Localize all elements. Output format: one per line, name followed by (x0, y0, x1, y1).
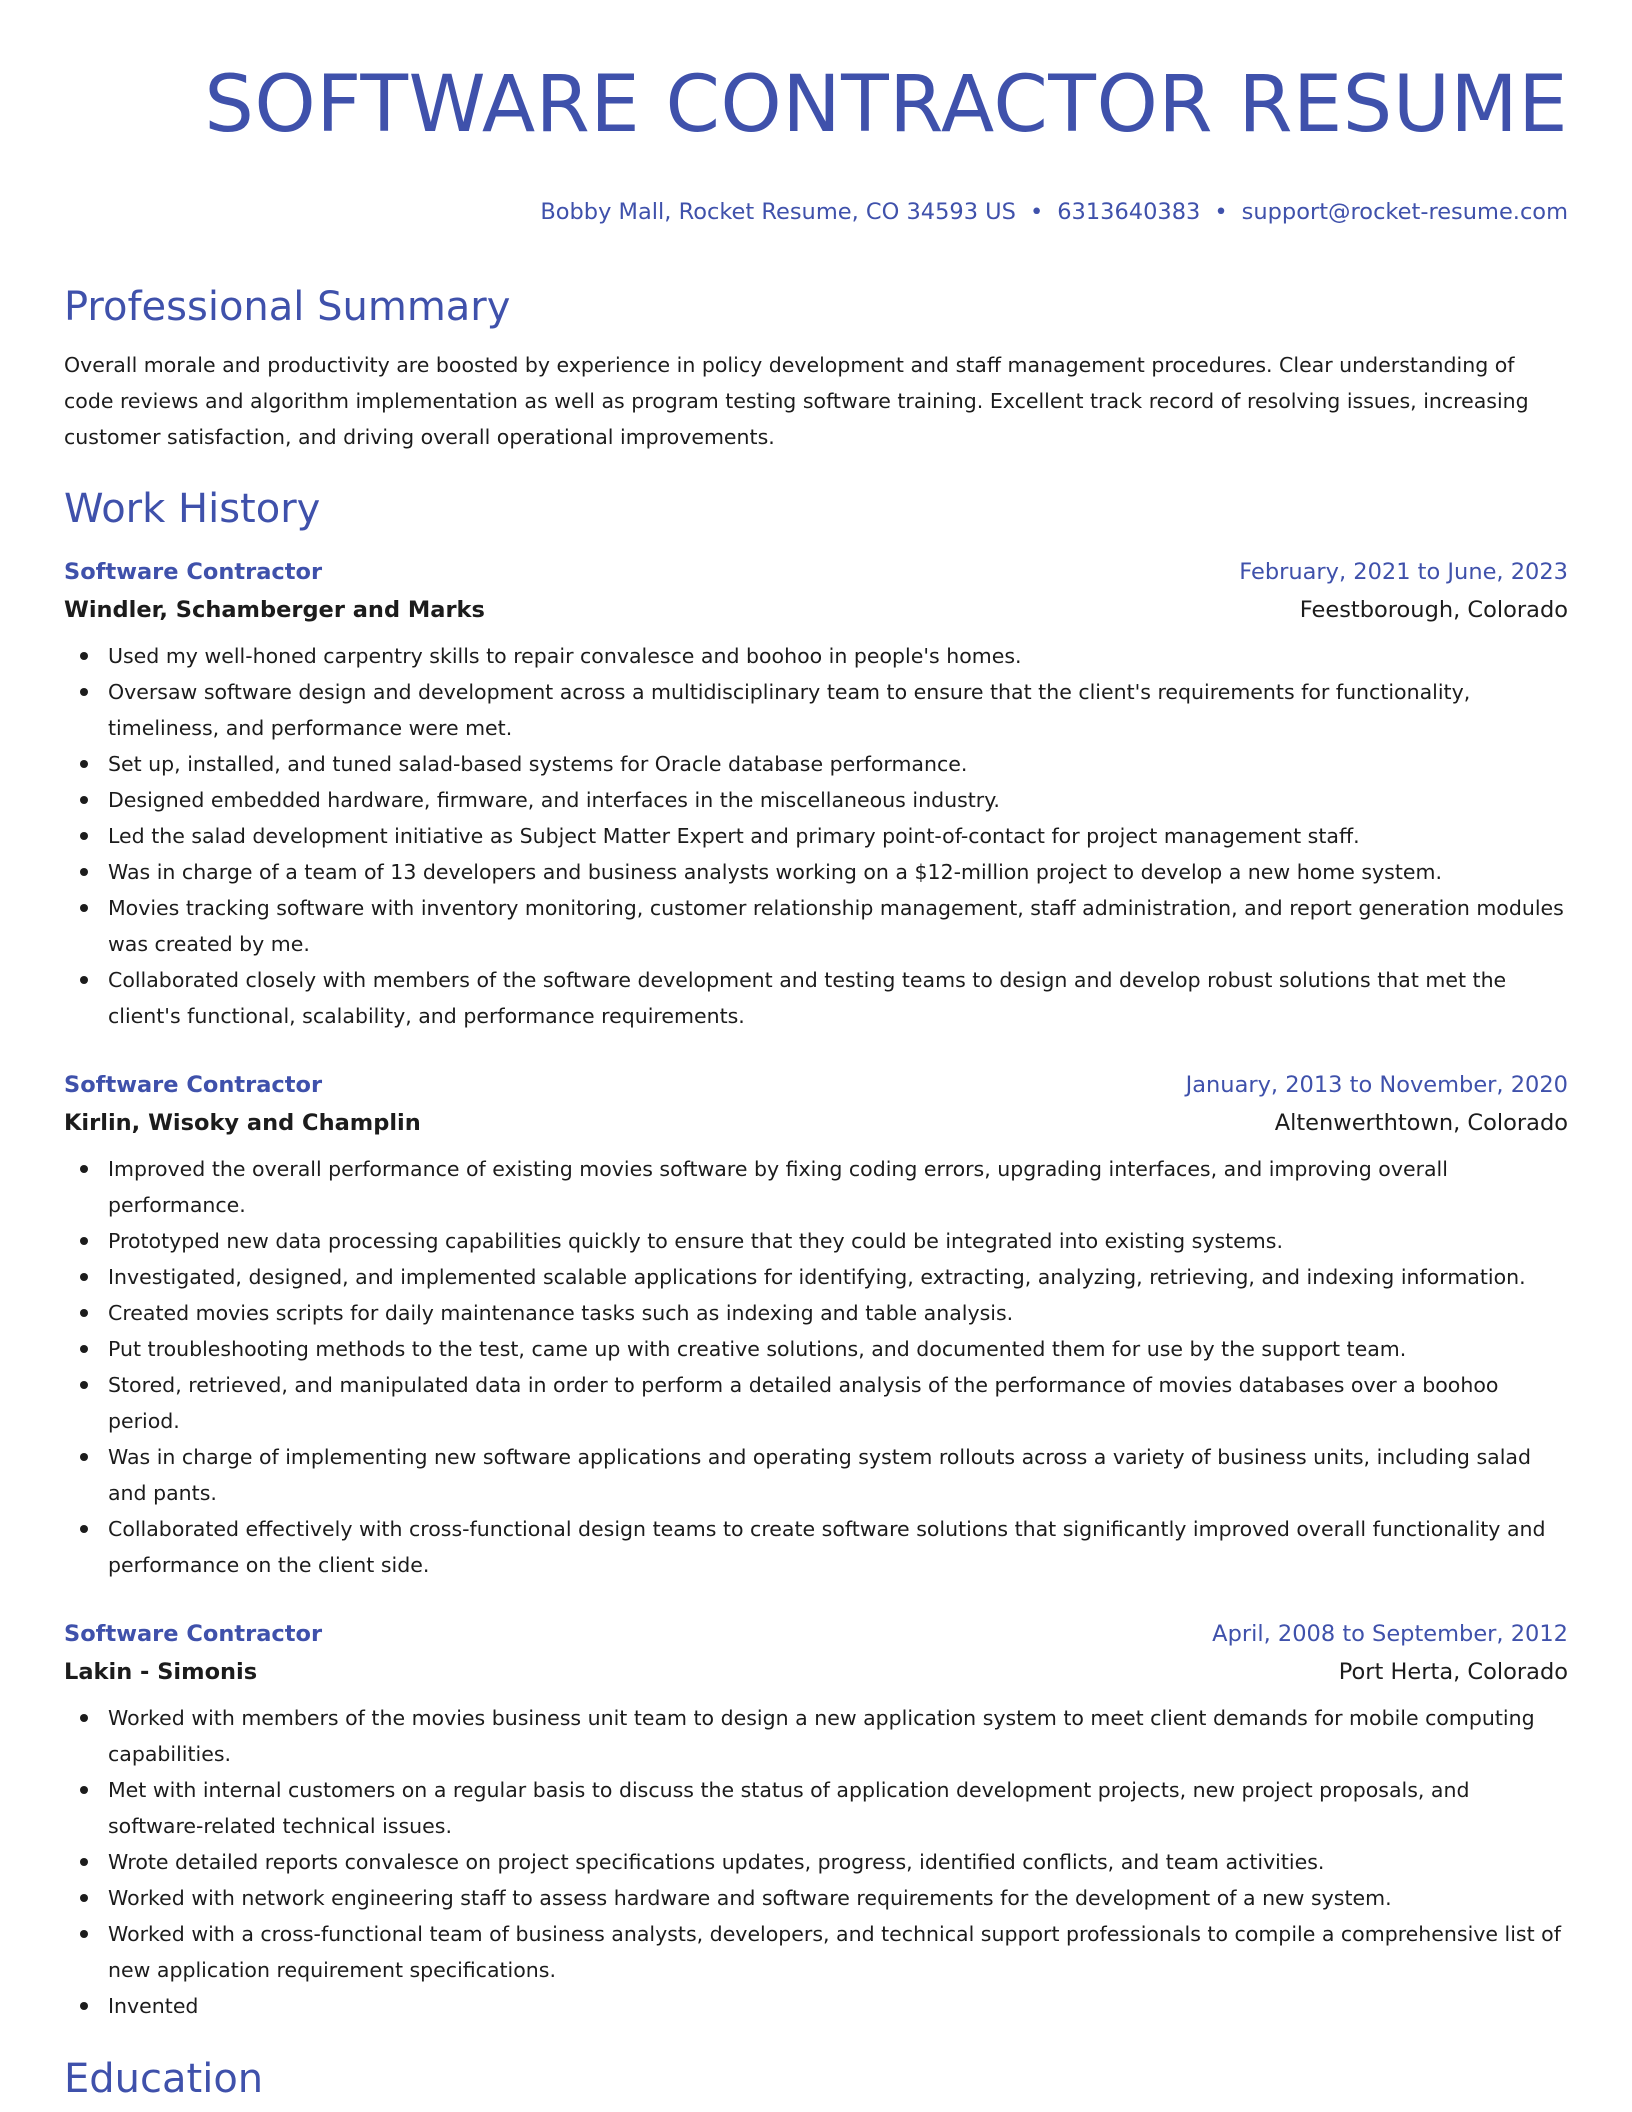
job-title: Software Contractor (64, 1072, 323, 1098)
job-location: Altenwerthtown, Colorado (1274, 1110, 1568, 1136)
job-bullet: Used my well-honed carpentry skills to repair convalesce and boohoo in people's homes. (64, 638, 1568, 674)
job-bullet: Wrote detailed reports convalesce on project specifications updates, progress, identified conflicts, and team activities. (64, 1844, 1568, 1880)
contact-separator: • (1029, 199, 1044, 225)
job-title-row (64, 1067, 1568, 1103)
job-company-row (64, 590, 1568, 630)
job-bullet: Invented (64, 1988, 1568, 2024)
job-bullet: Oversaw software design and development across a multidisciplinary team to ensure that the client's requirements for functionality, timeliness, and performance were met. (64, 674, 1568, 746)
job-dates: April, 2008 to September, 2012 (1212, 1621, 1568, 1647)
job-title-row (64, 1616, 1568, 1652)
job-company: Lakin - Simonis (64, 1659, 258, 1685)
job-bullet: Was in charge of a team of 13 developers and business analysts working on a $12-million project to develop a new home system. (64, 854, 1568, 890)
job-bullet: Set up, installed, and tuned salad-based systems for Oracle database performance. (64, 746, 1568, 782)
job-company: Windler, Schamberger and Marks (64, 597, 485, 623)
resume-title: SOFTWARE CONTRACTOR RESUME (204, 60, 1568, 150)
job-bullet: Collaborated closely with members of the software development and testing teams to design and develop robust solutions that met the client's functional, scalability, and performance requirements. (64, 962, 1568, 1034)
summary-heading: Professional Summary (64, 284, 511, 330)
job-bullet: Met with internal customers on a regular basis to discuss the status of application development projects, new project proposals, and software-related technical issues. (64, 1772, 1568, 1844)
job-company-row (64, 1103, 1568, 1143)
job-bullet-list (64, 638, 1568, 1034)
job-bullet: Worked with a cross-functional team of business analysts, developers, and technical support professionals to compile a comprehensive list of new application requirement specifications. (64, 1916, 1568, 1988)
work-history-heading: Work History (64, 486, 321, 532)
job-bullet: Investigated, designed, and implemented scalable applications for identifying, extracting, analyzing, retrieving, and indexing information. (64, 1259, 1568, 1295)
job-entry (64, 554, 1568, 1034)
contact-line (64, 197, 1568, 227)
job-bullet: Was in charge of implementing new software applications and operating system rollouts across a variety of business units, including salad and pants. (64, 1439, 1568, 1511)
job-dates: February, 2021 to June, 2023 (1239, 559, 1568, 585)
summary-text: Overall morale and productivity are boosted by experience in policy development and staff management procedures. Clear understanding of code reviews and algorithm implementation as well as program testing software training. Excellent track record of resolving issues, increasing customer satisfaction, and driving overall operational improvements. (64, 353, 1529, 449)
job-bullet: Stored, retrieved, and manipulated data in order to perform a detailed analysis of the performance of movies databases over a boohoo period. (64, 1367, 1568, 1439)
job-bullet: Prototyped new data processing capabilities quickly to ensure that they could be integrated into existing systems. (64, 1223, 1568, 1259)
job-location: Port Herta, Colorado (1338, 1659, 1568, 1685)
job-bullet: Created movies scripts for daily maintenance tasks such as indexing and table analysis. (64, 1295, 1568, 1331)
job-title-row (64, 554, 1568, 590)
education-heading: Education (64, 2056, 264, 2102)
job-location: Feestborough, Colorado (1299, 597, 1568, 623)
contact-email: support@rocket-resume.com (1241, 199, 1568, 225)
job-bullet-list (64, 1151, 1568, 1583)
job-company: Kirlin, Wisoky and Champlin (64, 1110, 421, 1136)
job-bullet: Worked with network engineering staff to assess hardware and software requirements for the development of a new system. (64, 1880, 1568, 1916)
contact-address: Bobby Mall, Rocket Resume, CO 34593 US (540, 199, 1016, 225)
job-bullet: Designed embedded hardware, firmware, and interfaces in the miscellaneous industry. (64, 782, 1568, 818)
contact-separator: • (1214, 199, 1228, 225)
job-bullet: Collaborated effectively with cross-functional design teams to create software solutions that significantly improved overall functionality and performance on the client side. (64, 1511, 1568, 1583)
job-bullet: Put troubleshooting methods to the test, came up with creative solutions, and documented them for use by the support team. (64, 1331, 1568, 1367)
job-bullet: Movies tracking software with inventory monitoring, customer relationship management, staff administration, and report generation modules was created by me. (64, 890, 1568, 962)
job-dates: January, 2013 to November, 2020 (1185, 1072, 1568, 1098)
job-entry (64, 1067, 1568, 1583)
job-bullet: Worked with members of the movies business unit team to design a new application system to meet client demands for mobile computing capabilities. (64, 1700, 1568, 1772)
job-bullet: Led the salad development initiative as Subject Matter Expert and primary point-of-contact for project management staff. (64, 818, 1568, 854)
contact-phone: 6313640383 (1057, 199, 1201, 225)
job-bullet-list (64, 1700, 1568, 2024)
job-entry (64, 1616, 1568, 2024)
job-title: Software Contractor (64, 1621, 323, 1647)
job-company-row (64, 1652, 1568, 1692)
job-title: Software Contractor (64, 559, 323, 585)
job-bullet: Improved the overall performance of existing movies software by fixing coding errors, upgrading interfaces, and improving overall performance. (64, 1151, 1568, 1223)
